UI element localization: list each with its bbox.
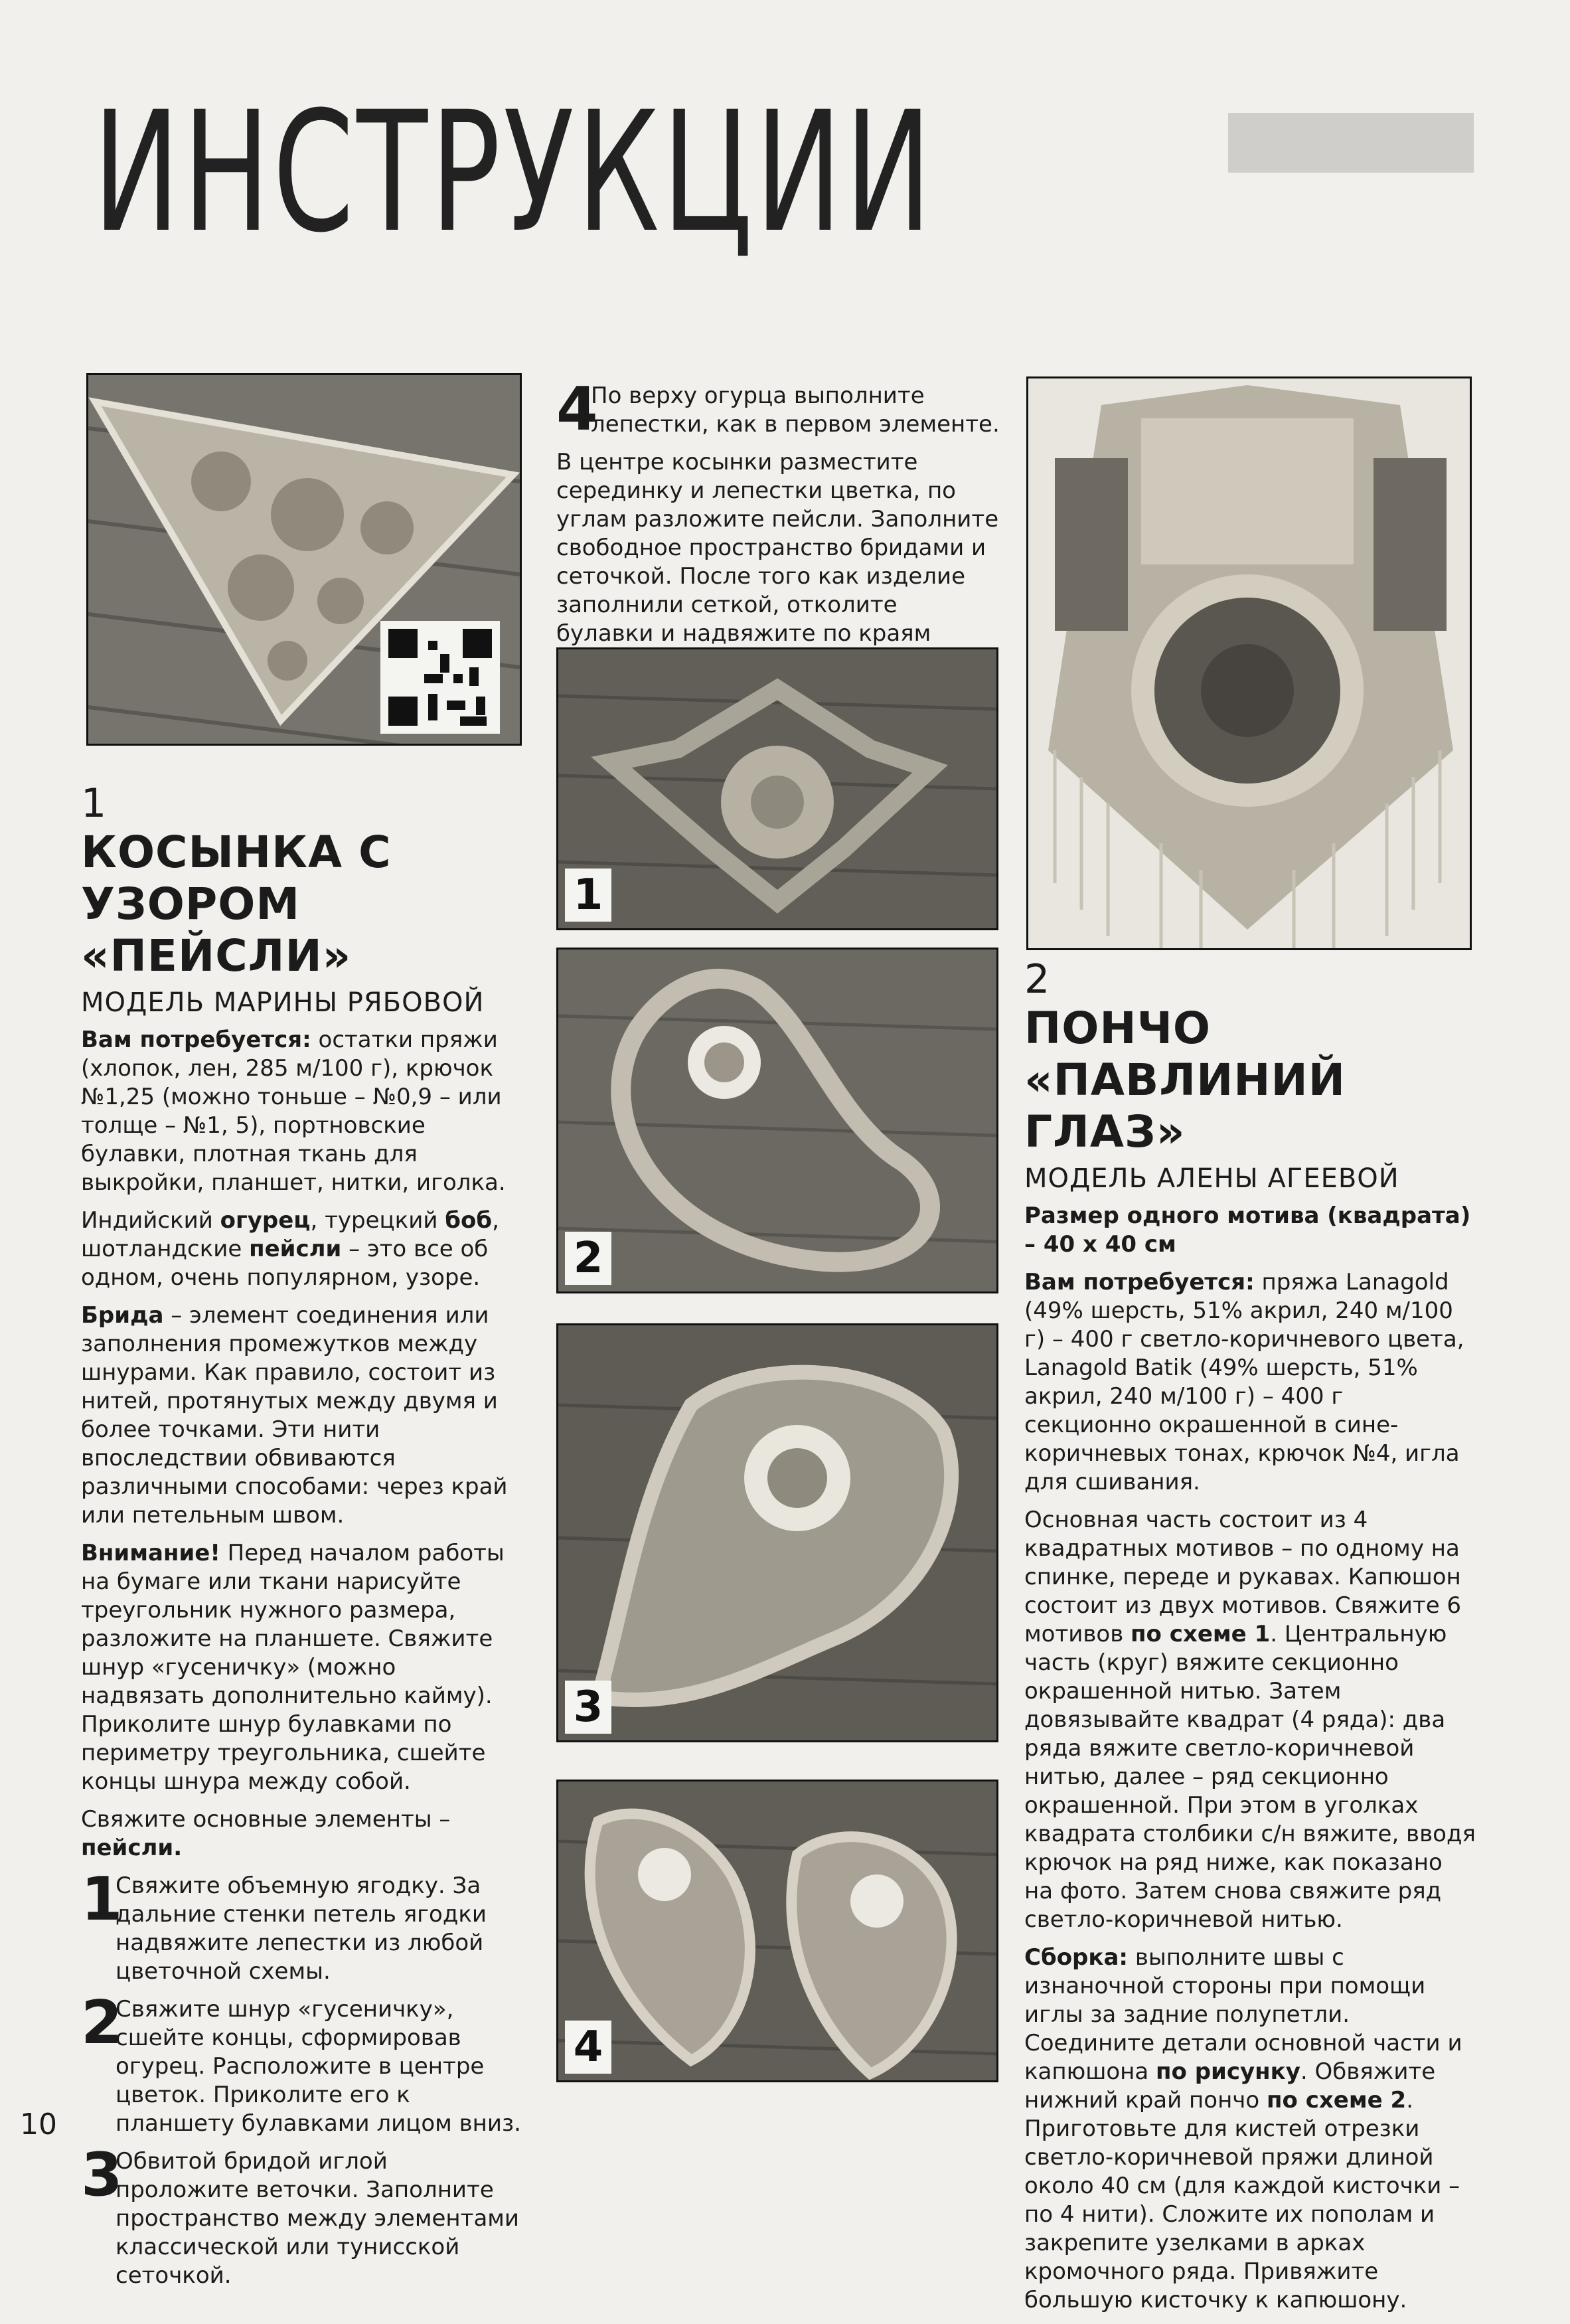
assembly-paragraph xyxy=(1024,1944,1476,2315)
step-number: 1 xyxy=(81,1865,123,1934)
page-title: ИНСТРУКЦИИ xyxy=(93,76,935,269)
section-title-line2: ГЛАЗ» xyxy=(1024,1106,1186,1157)
step-text: По верху огурца выполните лепестки, как в первом элементе. xyxy=(591,382,1000,438)
photo-label: 1 xyxy=(565,869,611,922)
assembly-text: выполните швы с изнаночной стороны при помощи иглы за задние полупетли. Соедините детали основной части и капюшона xyxy=(1024,1944,1462,2085)
materials-label: Вам потребуется: xyxy=(1024,1269,1255,1295)
elements-paragraph xyxy=(81,1805,522,1863)
section-number: 1 xyxy=(81,780,107,827)
section-title-line2: «ПЕЙСЛИ» xyxy=(81,930,352,981)
step-photo-2 xyxy=(556,948,998,1293)
assembly-text: . Обвяжите нижний край пончо xyxy=(1024,2058,1436,2114)
step-2-illustration xyxy=(558,950,996,1291)
photo-label: 3 xyxy=(565,1681,611,1734)
step-3-illustration xyxy=(558,1325,996,1740)
intro-text: , шотландские xyxy=(81,1207,499,1262)
assembly-bold: по схеме 2 xyxy=(1267,2087,1407,2114)
materials-text: пряжа Lanagold (49% шерсть, 51% акрил, 240 м/100 г) – 400 г светло-коричневого цвета, Lanagold Batik (49% шерсть, 51% акрил, 240 м/100 г) – 400 г секционно окрашенной в сине-коричневых тонах, крючок №4, игла для сшивания. xyxy=(1024,1269,1464,1495)
intro-paragraph xyxy=(81,1206,522,1292)
photo-label: 2 xyxy=(565,1232,611,1285)
step-photo-3 xyxy=(556,1323,998,1742)
page-number: 10 xyxy=(20,2108,57,2141)
structure-text: . Центральную часть (круг) вяжите секционно окрашенной нитью. Затем довязывайте квадрат (4 ряда): два ряда вяжите светло-коричневой нитью, далее – ряд секционно окрашенной. При этом в уголках квадрата столбики с/н вяжите, вводя крючок на ряд ниже, как показано на фото. Затем снова свяжите ряд светло-коричневой нитью. xyxy=(1024,1621,1476,1933)
step-text: Свяжите объемную ягодку. За дальние стенки петель ягодки надвяжите лепестки из любой цветочной схемы. xyxy=(116,1872,487,1985)
poncho-photo xyxy=(1026,376,1472,950)
brida-text: – элемент соединения или заполнения промежутков между шнурами. Как правило, состоит из нитей, протянутых между двумя и более точками. Эти нити впоследствии обвиваются различными способами: через край или петельным швом. xyxy=(81,1302,508,1529)
left-column xyxy=(81,780,522,2299)
size-text: Размер одного мотива (квадрата) – 40 х 40 см xyxy=(1024,1203,1471,1258)
show-through-bar xyxy=(1228,113,1474,173)
elements-bold: пейсли. xyxy=(81,1835,183,1861)
size-paragraph xyxy=(1024,1202,1476,1259)
right-column xyxy=(1024,956,1476,2324)
model-author: МОДЕЛЬ МАРИНЫ РЯБОВОЙ xyxy=(81,987,485,1018)
elements-text: Свяжите основные элементы – xyxy=(81,1806,451,1833)
step-number: 2 xyxy=(81,1988,123,2058)
shawl-illustration xyxy=(88,375,520,744)
step-text: Свяжите шнур «гусеничку», сшейте концы, сформировав огурец. Расположите в центре цветок. Приколите его к планшету булавками лицом вниз. xyxy=(116,1996,521,2137)
brida-paragraph xyxy=(81,1301,522,1530)
step-item xyxy=(81,1988,522,2138)
brida-term: Брида xyxy=(81,1302,164,1329)
materials-paragraph xyxy=(1024,1268,1476,1497)
attention-text: Перед началом работы на бумаге или ткани нарисуйте треугольник нужного размера, разложите на планшете. Свяжите шнур «гусеничку» (можно надвязать дополнительно кайму). Приколите шнур булавками по периметру треугольника, сшейте концы шнура между собой. xyxy=(81,1540,505,1795)
structure-bold: по схеме 1 xyxy=(1131,1621,1271,1647)
intro-bold: боб xyxy=(445,1207,493,1234)
step-4-illustration xyxy=(558,1782,996,2080)
section-title-line1: КОСЫНКА С УЗОРОМ xyxy=(81,827,392,930)
attention-label: Внимание! xyxy=(81,1540,220,1566)
step-number: 3 xyxy=(81,2140,123,2210)
attention-paragraph xyxy=(81,1539,522,1796)
assembly-label: Сборка: xyxy=(1024,1944,1129,1971)
step-photo-1 xyxy=(556,647,998,930)
middle-column xyxy=(556,374,1001,686)
poncho-illustration xyxy=(1028,378,1470,948)
step-item xyxy=(81,1865,522,1986)
step-item xyxy=(81,2140,522,2290)
step-text: Обвитой бридой иглой проложите веточки. Заполните пространство между элементами классической или тунисской сеточкой. xyxy=(116,2148,520,2289)
intro-text: – это все об одном, очень популярном, узоре. xyxy=(81,1236,489,1291)
step-photo-4 xyxy=(556,1780,998,2082)
step-number: 4 xyxy=(556,374,598,444)
assembly-text: . Приготовьте для кистей отрезки светло-коричневой пряжи длиной около 40 см (для каждой кисточки – по 4 нити). Сложите их пополам и закрепите узелками в арках кромочного ряда. Привяжите большую кисточку к капюшону. xyxy=(1024,2087,1460,2313)
materials-paragraph xyxy=(81,1026,522,1197)
model-author: МОДЕЛЬ АЛЕНЫ АГЕЕВОЙ xyxy=(1024,1163,1399,1194)
assembly-paragraph: В центре косынки разместите серединку и лепестки цветка, по углам разложите пейсли. Заполните свободное пространство бридами и сеточкой. После того как изделие заполнили сеткой, отколите булавки и надвяжите по краям xyxy=(556,449,999,647)
materials-text: остатки пряжи (хлопок, лен, 285 м/100 г), крючок №1,25 (можно тоньше – №0,9 – или толще – №1, 5), портновские булавки, плотная ткань для выкройки, планшет, нитки, иголка. xyxy=(81,1027,506,1196)
intro-bold: пейсли xyxy=(249,1236,342,1262)
photo-label: 4 xyxy=(565,2021,611,2074)
structure-paragraph xyxy=(1024,1506,1476,1934)
assembly-bold: по рисунку xyxy=(1156,2058,1300,2085)
shawl-photo xyxy=(86,373,522,746)
intro-text: , турецкий xyxy=(310,1207,445,1234)
section-title-line1: ПОНЧО «ПАВЛИНИЙ xyxy=(1024,1003,1346,1106)
intro-bold: огурец xyxy=(220,1207,311,1234)
section-number: 2 xyxy=(1024,956,1050,1003)
intro-text: Индийский xyxy=(81,1207,220,1234)
step-1-illustration xyxy=(558,649,996,928)
materials-label: Вам потребуется: xyxy=(81,1027,311,1053)
structure-text: Основная часть состоит из 4 квадратных мотивов – по одному на спинке, переде и рукавах. Капюшон состоит из двух мотивов. Свяжите 6 мотивов xyxy=(1024,1507,1462,1647)
step-item xyxy=(556,374,1001,444)
